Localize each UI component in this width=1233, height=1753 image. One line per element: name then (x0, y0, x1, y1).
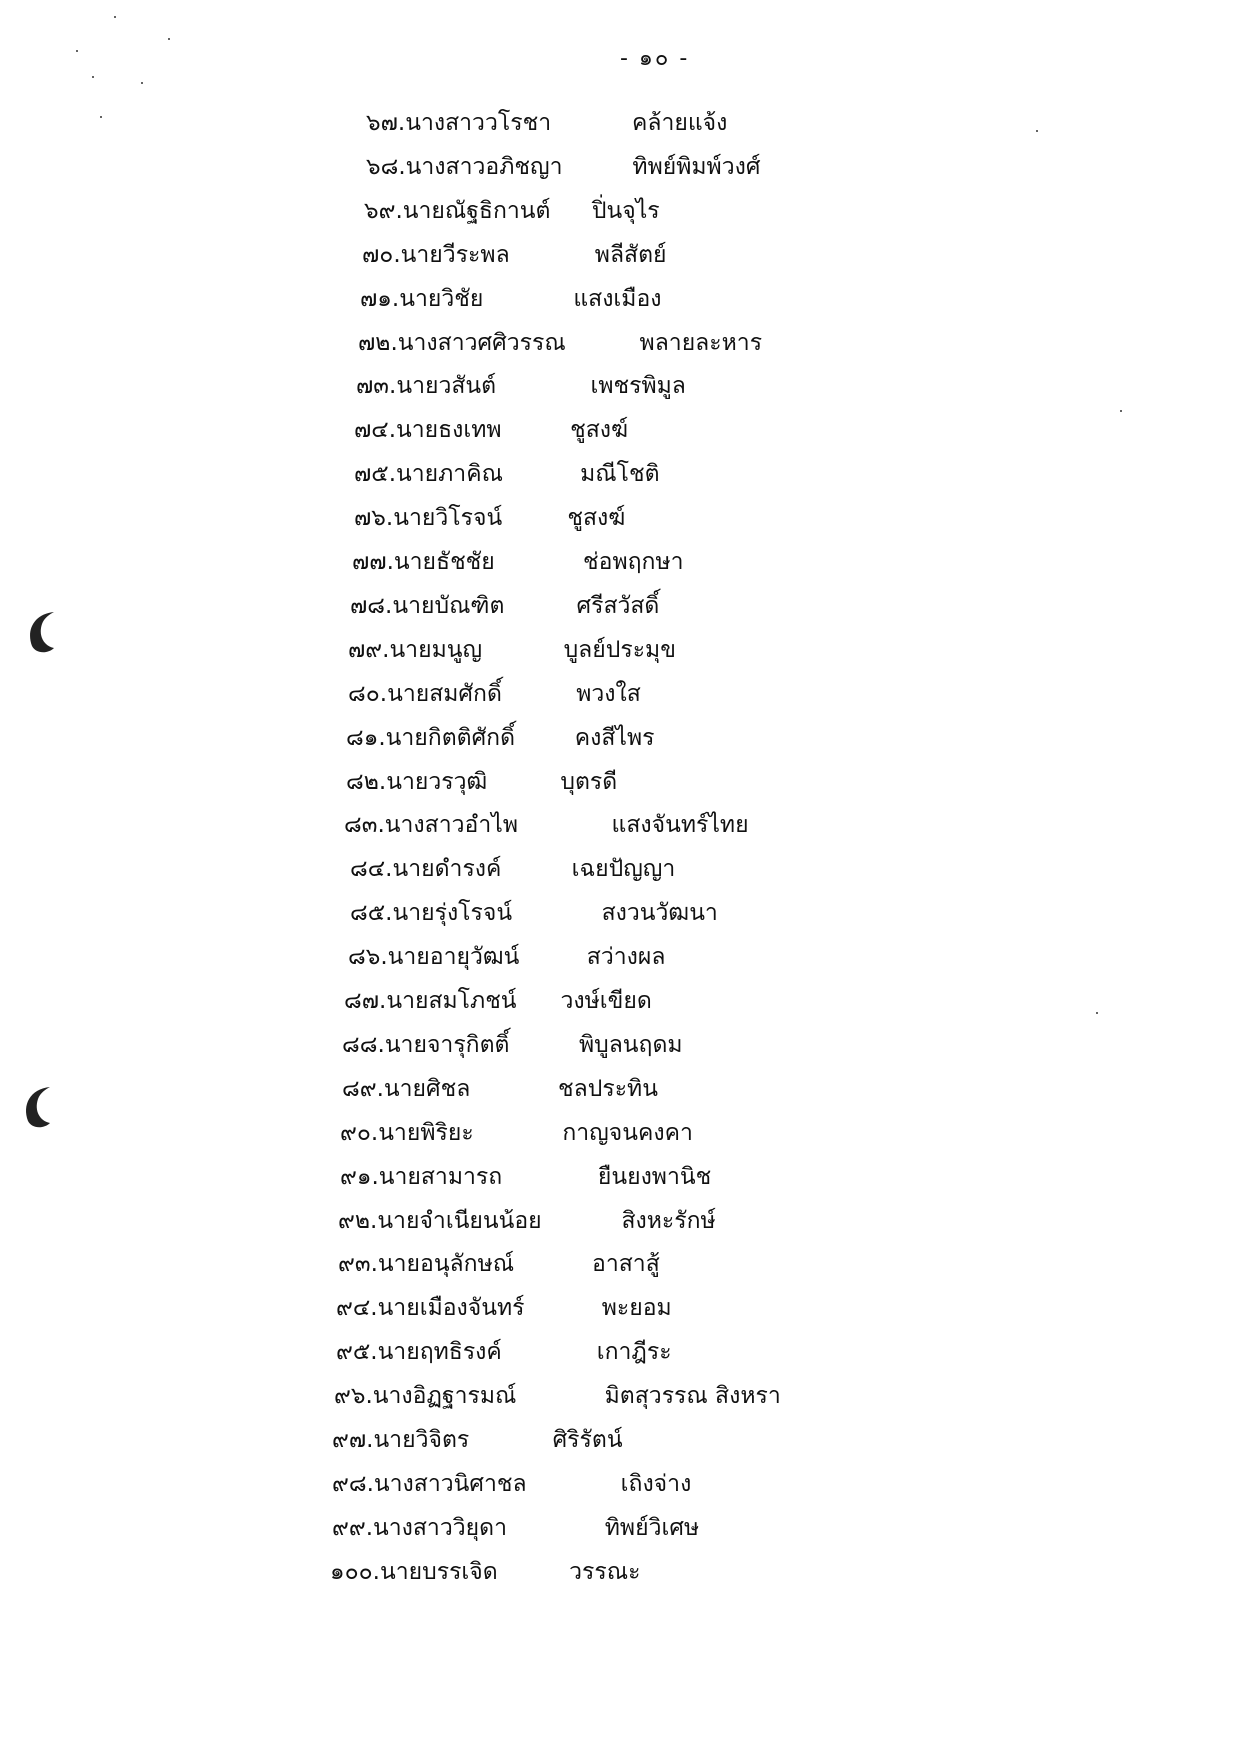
entry-number: ๙๓. (338, 1251, 378, 1277)
entry-number: ๑๐๐. (330, 1559, 380, 1585)
list-item (344, 810, 749, 840)
list-item (348, 942, 665, 972)
entry-given-name: สามารถ (420, 1164, 503, 1190)
entry-title: นาย (392, 593, 435, 619)
entry-given-name: อำไพ (464, 812, 518, 838)
entry-number: ๙๒. (338, 1208, 378, 1234)
entry-given-name: วโรชา (484, 110, 552, 136)
entry-title: นาย (373, 1427, 416, 1453)
list-item (362, 240, 667, 270)
entry-family-name: สิงหะรักษ์ (621, 1208, 716, 1234)
list-item (334, 1381, 781, 1411)
entry-given-name: ศิชล (426, 1076, 471, 1102)
entry-title: นางสาว (405, 154, 486, 180)
entry-title: นาย (392, 900, 435, 926)
entry-title: นาย (377, 1251, 421, 1277)
list-item (356, 371, 686, 401)
entry-family-name: วรรณะ (569, 1559, 641, 1585)
entry-given-name: ณัฐธิกานต์ (444, 198, 551, 224)
entry-number: ๗๘. (350, 593, 393, 619)
list-item (348, 679, 641, 709)
list-item (336, 1293, 672, 1323)
entry-title: นาย (387, 681, 430, 707)
entry-number: ๙๕. (336, 1339, 378, 1365)
entry-family-name: เกาฎีระ (596, 1339, 672, 1365)
list-item (338, 1206, 716, 1236)
entry-number: ๖๙. (364, 198, 403, 224)
entry-family-name: ปิ่นจุไร (591, 198, 660, 224)
entry-family-name: สงวนวัฒนา (601, 900, 718, 926)
entry-given-name: ธัชชัย (436, 549, 495, 575)
list-item (346, 767, 617, 797)
entry-title: นาย (380, 1559, 423, 1585)
list-item (352, 547, 684, 577)
list-item (360, 284, 662, 314)
entry-family-name: ศรีสวัสดิ์ (576, 593, 660, 619)
entry-number: ๘๑. (346, 725, 386, 751)
list-item (354, 415, 628, 445)
entry-title: นาย (378, 1164, 421, 1190)
entry-number: ๙๖. (334, 1383, 373, 1409)
list-item (350, 898, 718, 928)
list-item (340, 1162, 711, 1192)
entry-given-name: วิชัย (441, 286, 484, 312)
entry-title: นางสาว (373, 1471, 454, 1497)
list-item (340, 1118, 693, 1148)
entry-family-name: อาสาสู้ (592, 1251, 660, 1277)
entry-family-name: บูลย์ประมุข (563, 637, 676, 663)
scan-speck (114, 16, 116, 18)
punch-hole-mark (20, 1083, 54, 1131)
entry-given-name: วสันต์ (438, 373, 497, 399)
punch-hole-mark (24, 608, 58, 656)
entry-family-name: เฉยปัญญา (571, 856, 676, 882)
entry-title: นาย (387, 944, 430, 970)
entry-family-name: พะยอม (601, 1295, 672, 1321)
entry-given-name: อายุวัฒน์ (429, 944, 520, 970)
list-item (332, 1513, 699, 1543)
entry-number: ๙๐. (340, 1120, 379, 1146)
entry-family-name: แสงเมือง (573, 286, 662, 312)
entry-family-name: คล้ายแจ้ง (631, 110, 728, 136)
entry-title: นาย (400, 242, 443, 268)
list-item (330, 1557, 640, 1587)
entry-given-name: นิศาชล (453, 1471, 527, 1497)
entry-given-name: วิยุดา (452, 1515, 508, 1541)
list-item (342, 1030, 683, 1060)
entry-title: นาย (399, 286, 442, 312)
list-item (354, 459, 660, 489)
entry-title: นาย (377, 1295, 420, 1321)
entry-number: ๙๗. (332, 1427, 374, 1453)
entry-given-name: ภาคิณ (438, 461, 503, 487)
entry-number: ๘๓. (344, 812, 385, 838)
entry-given-name: ธงเทพ (438, 417, 502, 443)
entry-number: ๗๙. (348, 637, 390, 663)
entry-given-name: รุ่งโรจน์ (434, 900, 513, 926)
entry-number: ๙๔. (336, 1295, 378, 1321)
entry-given-name: จำเนียนน้อย (419, 1208, 542, 1234)
entry-number: ๘๕. (350, 900, 393, 926)
list-item (332, 1469, 691, 1499)
entry-title: นาย (378, 1120, 421, 1146)
entry-title: นาย (396, 373, 439, 399)
entry-title: นาย (385, 725, 428, 751)
entry-number: ๗๖. (354, 505, 394, 531)
list-item (366, 152, 760, 182)
entry-title: นาย (393, 549, 437, 575)
entry-number: ๗๒. (358, 330, 398, 356)
entry-family-name: มณีโชติ (580, 461, 660, 487)
entry-given-name: สมศักดิ์ (429, 681, 502, 707)
entry-title: นาย (377, 1208, 420, 1234)
list-item (336, 1337, 672, 1367)
entry-family-name: คงสีไพร (574, 725, 655, 751)
entry-given-name: พิริยะ (420, 1120, 474, 1146)
entry-given-name: ฤทธิรงค์ (419, 1339, 502, 1365)
entry-number: ๗๕. (354, 461, 397, 487)
entry-number: ๗๐. (362, 242, 401, 268)
list-item (338, 1249, 660, 1279)
list-item (342, 1074, 658, 1104)
entry-number: ๘๖. (348, 944, 388, 970)
entry-given-name: ดำรงค์ (434, 856, 502, 882)
entry-title: นาย (396, 461, 439, 487)
entry-family-name: ทิพย์วิเศษ (604, 1515, 700, 1541)
entry-title: นาย (402, 198, 445, 224)
scan-speck (1096, 1012, 1098, 1014)
list-item (364, 196, 660, 226)
entry-given-name: ศศิวรรณ (477, 330, 566, 356)
entry-number: ๘๙. (342, 1076, 384, 1102)
entry-given-name: วิจิตร (415, 1427, 470, 1453)
scan-speck (92, 76, 94, 78)
entry-given-name: มนูญ (431, 637, 483, 663)
entry-family-name: กาญจนคงคา (562, 1120, 693, 1146)
entry-number: ๗๗. (352, 549, 394, 575)
entry-title: นาย (386, 988, 429, 1014)
entry-number: ๘๔. (350, 856, 393, 882)
entry-number: ๙๙. (332, 1515, 374, 1541)
entry-title: นาย (392, 856, 435, 882)
entry-number: ๗๑. (360, 286, 400, 312)
entry-number: ๗๓. (356, 373, 397, 399)
entry-title: นางสาว (405, 110, 485, 136)
list-item (366, 108, 727, 138)
entry-family-name: บุตรดี (560, 769, 618, 795)
entry-given-name: จารุกิตติ์ (426, 1032, 510, 1058)
entry-title: นาย (384, 1032, 427, 1058)
entry-title: นาย (389, 637, 432, 663)
list-item (346, 723, 655, 753)
entry-given-name: เมืองจันทร์ (419, 1295, 525, 1321)
list-item (350, 854, 675, 884)
entry-family-name: ทิพย์พิมพ์วงศ์ (632, 154, 761, 180)
entry-title: นางสาว (384, 812, 465, 838)
entry-number: ๙๑. (340, 1164, 379, 1190)
entry-given-name: บรรเจิด (422, 1559, 498, 1585)
entry-title: นางสาว (373, 1515, 453, 1541)
entry-given-name: บัณฑิต (434, 593, 505, 619)
entry-family-name: วงษ์เขียด (560, 988, 652, 1014)
entry-number: ๙๘. (332, 1471, 374, 1497)
scan-speck (76, 50, 78, 52)
entry-number: ๖๗. (366, 110, 406, 136)
entry-title: นางสาว (397, 330, 478, 356)
scan-speck (168, 38, 170, 40)
entry-title: นาย (396, 417, 439, 443)
list-item (350, 591, 659, 621)
entry-number: ๘๘. (342, 1032, 385, 1058)
entry-family-name: ยืนยงพานิช (597, 1164, 712, 1190)
list-item (358, 328, 762, 358)
entry-family-name: ช่อพฤกษา (583, 549, 684, 575)
list-item (348, 635, 676, 665)
scan-speck (141, 82, 143, 84)
page-number: - ๑๐ - (620, 46, 690, 71)
entry-family-name: พวงใส (576, 681, 641, 707)
entry-family-name: เถิงจ่าง (620, 1471, 692, 1497)
entry-family-name: พิบูลนฤดม (578, 1032, 683, 1058)
scan-speck (1120, 410, 1122, 412)
entry-family-name: เพชรพิมูล (590, 373, 686, 399)
entry-given-name: อิฏฐารมณ์ (412, 1383, 517, 1409)
entry-number: ๘๒. (346, 769, 387, 795)
entry-given-name: อนุลักษณ์ (420, 1251, 515, 1277)
entry-number: ๗๔. (354, 417, 397, 443)
entry-family-name: พลายละหาร (639, 330, 763, 356)
list-item (344, 986, 652, 1016)
list-item (354, 503, 625, 533)
entry-family-name: ชูสงฆ์ (567, 505, 626, 531)
entry-given-name: วีระพล (442, 242, 510, 268)
entry-number: ๖๘. (366, 154, 406, 180)
scan-speck (1036, 130, 1038, 132)
entry-title: นาย (383, 1076, 427, 1102)
entry-title: นาย (393, 505, 436, 531)
entry-title: นาง (372, 1383, 413, 1409)
entry-title: นาย (386, 769, 429, 795)
entry-given-name: วรวุฒิ (428, 769, 488, 795)
entry-family-name: ชลประทิน (558, 1076, 658, 1102)
entry-family-name: พลีสัตย์ (594, 242, 667, 268)
entry-number: ๘๐. (348, 681, 388, 707)
scan-speck (100, 116, 102, 118)
entry-number: ๘๗. (344, 988, 387, 1014)
entry-family-name: แสงจันทร์ไทย (611, 812, 749, 838)
list-item (332, 1425, 623, 1455)
entry-given-name: สมโภชน์ (428, 988, 517, 1014)
entry-given-name: อภิชญา (485, 154, 563, 180)
entry-family-name: ศิริรัตน์ (552, 1427, 623, 1453)
entry-title: นาย (377, 1339, 420, 1365)
entry-family-name: สว่างผล (586, 944, 666, 970)
entry-family-name: ชูสงฆ์ (570, 417, 629, 443)
entry-family-name: มิตสุวรรณ สิงหรา (604, 1383, 781, 1409)
entry-given-name: วิโรจน์ (435, 505, 503, 531)
entry-given-name: กิตติศักดิ์ (427, 725, 516, 751)
